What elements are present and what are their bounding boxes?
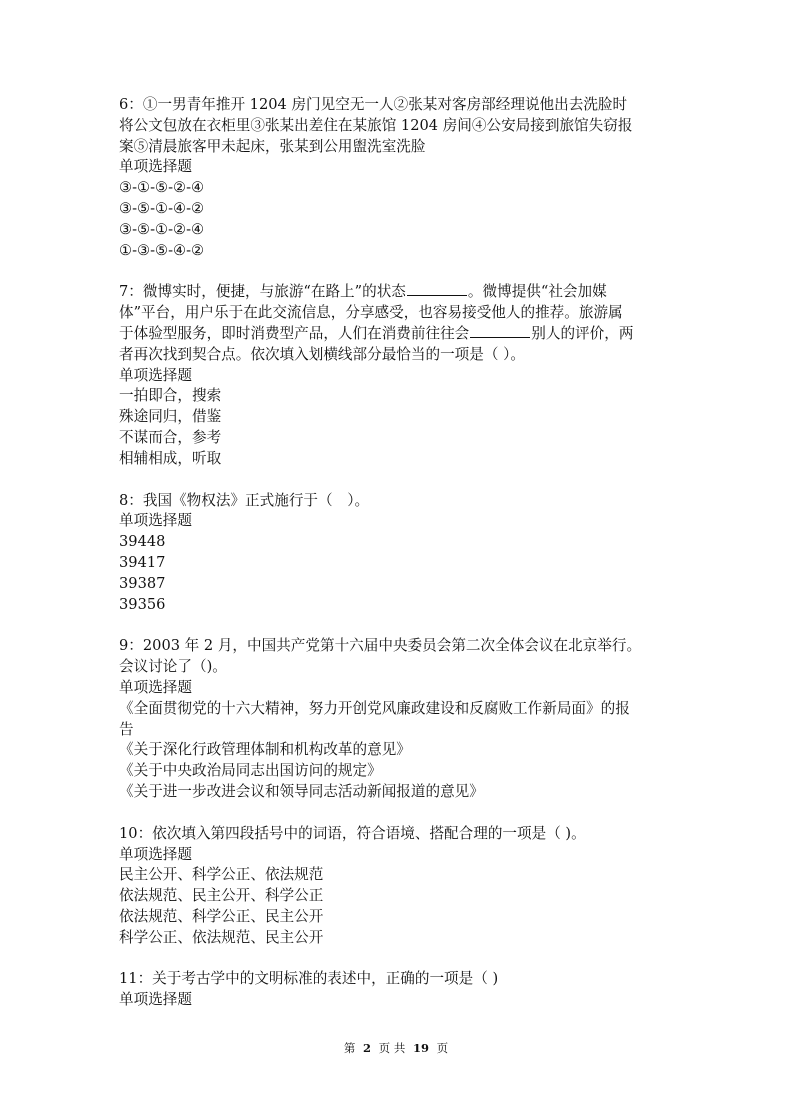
question-text-line: 9：2003 年 2 月，中国共产党第十六届中央委员会第二次全体会议在北京举行。 bbox=[119, 637, 642, 655]
option-a: 《全面贯彻党的十六大精神，努力开创党风廉政建设和反腐败工作新局面》的报 bbox=[119, 699, 630, 717]
question-text-line bbox=[119, 282, 679, 303]
option-c: 不谋而合，参考 bbox=[119, 428, 222, 446]
option-d: 科学公正、依法规范、民主公开 bbox=[119, 928, 324, 946]
question-text-segment: 别人的评价，两 bbox=[531, 324, 634, 342]
question-text-line: 8：我国《物权法》正式施行于（ ）。 bbox=[119, 491, 370, 509]
question-7 bbox=[119, 282, 679, 469]
question-9 bbox=[119, 636, 679, 802]
question-type: 单项选择题 bbox=[119, 991, 192, 1009]
option-b: 《关于深化行政管理体制和机构改革的意见》 bbox=[119, 741, 411, 759]
page-label-prefix: 第 bbox=[343, 1041, 356, 1055]
option-c: 39387 bbox=[119, 574, 166, 592]
question-list bbox=[119, 95, 679, 1032]
option-a: ③-①-⑤-②-④ bbox=[119, 179, 205, 197]
question-type: 单项选择题 bbox=[119, 158, 192, 176]
option-b: 39417 bbox=[119, 553, 166, 571]
option-a: 39448 bbox=[119, 533, 166, 551]
page-label-suffix: 页 bbox=[436, 1041, 449, 1055]
option-a: 民主公开、科学公正、依法规范 bbox=[119, 866, 324, 884]
question-type: 单项选择题 bbox=[119, 845, 192, 863]
question-text-line: 案⑤清晨旅客甲未起床，张某到公用盥洗室洗脸 bbox=[119, 137, 426, 155]
option-d: 39356 bbox=[119, 595, 166, 613]
page-footer bbox=[0, 1040, 792, 1056]
question-text-line bbox=[119, 324, 679, 345]
question-text-line: 者再次找到契合点。依次填入划横线部分最恰当的一项是（ ）。 bbox=[119, 345, 525, 363]
page-total: 19 bbox=[412, 1041, 429, 1055]
question-text-line: 11：关于考古学中的文明标准的表述中，正确的一项是（ ) bbox=[119, 970, 499, 988]
option-c: 依法规范、科学公正、民主公开 bbox=[119, 907, 324, 925]
option-b: 殊途同归，借鉴 bbox=[119, 408, 222, 426]
page-current: 2 bbox=[363, 1041, 372, 1055]
question-text-segment: 7：微博实时，便捷，与旅游“在路上”的状态 bbox=[119, 283, 406, 301]
question-text-segment: 于体验型服务，即时消费型产品，人们在消费前往往会 bbox=[119, 324, 470, 342]
question-type: 单项选择题 bbox=[119, 366, 192, 384]
option-c: ③-⑤-①-②-④ bbox=[119, 220, 205, 238]
fill-blank bbox=[470, 325, 530, 338]
option-a: 一拍即合，搜索 bbox=[119, 387, 222, 405]
option-c: 《关于中央政治局同志出国访问的规定》 bbox=[119, 762, 382, 780]
option-b: ③-⑤-①-④-② bbox=[119, 199, 205, 217]
question-8 bbox=[119, 491, 679, 616]
option-d: 相辅相成，听取 bbox=[119, 449, 222, 467]
question-text-line: 10：依次填入第四段括号中的词语，符合语境、搭配合理的一项是（ )。 bbox=[119, 824, 586, 842]
question-type: 单项选择题 bbox=[119, 512, 192, 530]
question-10 bbox=[119, 824, 679, 949]
option-d: ①-③-⑤-④-② bbox=[119, 241, 205, 259]
page-label-middle: 页 共 bbox=[378, 1041, 406, 1055]
option-a-continued: 告 bbox=[119, 720, 134, 738]
question-6 bbox=[119, 95, 679, 261]
question-11 bbox=[119, 969, 679, 1011]
option-d: 《关于进一步改进会议和领导同志活动新闻报道的意见》 bbox=[119, 782, 484, 800]
question-type: 单项选择题 bbox=[119, 678, 192, 696]
option-b: 依法规范、民主公开、科学公正 bbox=[119, 887, 324, 905]
question-text-line: 体”平台，用户乐于在此交流信息，分享感受，也容易接受他人的推荐。旅游属 bbox=[119, 304, 623, 322]
question-text-line: 将公文包放在衣柜里③张某出差住在某旅馆 1204 房间④公安局接到旅馆失窃报 bbox=[119, 116, 633, 134]
question-text-line: 6：①一男青年推开 1204 房门见空无一人②张某对客房部经理说他出去洗脸时 bbox=[119, 96, 628, 113]
question-text-segment: 。微博提供“社会加媒 bbox=[467, 283, 607, 301]
question-text-line: 会议讨论了（)。 bbox=[119, 658, 227, 676]
fill-blank bbox=[407, 283, 467, 296]
